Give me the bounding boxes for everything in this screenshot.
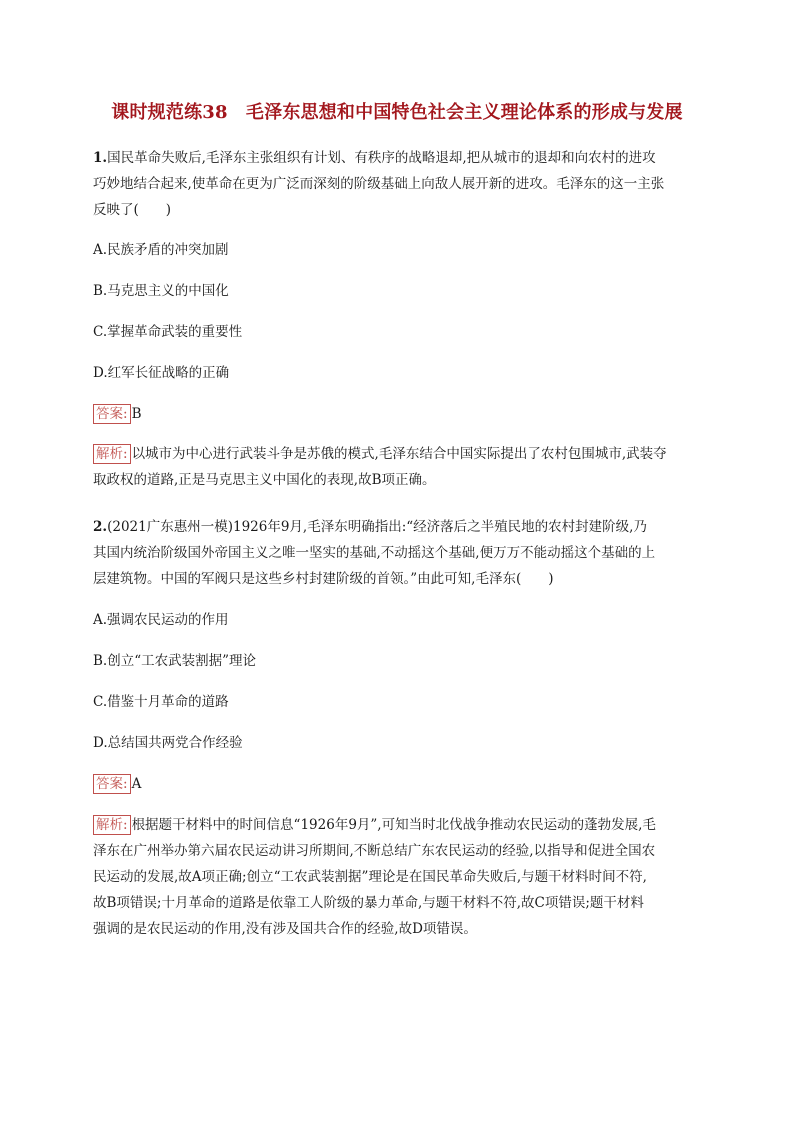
question-2-line-1: 2.(2021广东惠州一模)1926年9月,毛泽东明确指出:“经济落后之半殖民地的农村封建阶级,乃 <box>93 519 647 535</box>
question-2-analysis-line-2: 泽东在广州举办第六届农民运动讲习所期间,不断总结广东农民运动的经验,以指导和促进全国农 <box>93 843 656 859</box>
analysis-label-tag: 解析: <box>93 444 131 464</box>
answer-label-tag: 答案: <box>93 774 131 794</box>
question-1-analysis <box>93 441 705 493</box>
question-1-number: 1. <box>93 150 108 166</box>
question-2-analysis-line-1: 解析: 根据题干材料中的时间信息“1926年9月”,可知当时北伐战争推动农民运动的蓬勃发展,毛 <box>93 812 705 838</box>
question-2-option-d: D.总结国共两党合作经验 <box>93 735 243 751</box>
question-2-option-a: A.强调农民运动的作用 <box>93 612 229 628</box>
question-1-line-3: 反映了( ) <box>93 202 172 218</box>
question-2-line-3: 层建筑物。中国的军阀只是这些乡村封建阶级的首领。”由此可知,毛泽东( ) <box>93 571 554 587</box>
question-1-analysis-line-1: 解析: 以城市为中心进行武装斗争是苏俄的模式,毛泽东结合中国实际提出了农村包围城市,武装夺 <box>93 441 705 467</box>
question-1-stem <box>93 145 705 223</box>
question-1-line-2: 巧妙地结合起来,使革命在更为广泛而深刻的阶级基础上向敌人展开新的进攻。毛泽东的这一主张 <box>93 176 665 192</box>
question-2-stem <box>93 514 705 592</box>
answer-label-tag: 答案: <box>93 404 131 424</box>
question-2-number: 2. <box>93 519 108 535</box>
question-2-analysis <box>93 812 705 942</box>
question-1-analysis-line-2: 取政权的道路,正是马克思主义中国化的表现,故B项正确。 <box>93 472 436 488</box>
question-2-answer-value: A <box>131 776 142 792</box>
question-1-option-b: B.马克思主义的中国化 <box>93 283 229 299</box>
question-2-analysis-line-3: 民运动的发展,故A项正确;创立“工农武装割据”理论是在国民革命失败后,与题干材料时间不符, <box>93 869 647 885</box>
page-title: 课时规范练38 毛泽东思想和中国特色社会主义理论体系的形成与发展 <box>111 102 683 123</box>
question-1-answer-value: B <box>131 406 142 422</box>
analysis-label-tag: 解析: <box>93 815 131 835</box>
question-1-option-c: C.掌握革命武装的重要性 <box>93 324 243 340</box>
question-2-option-b: B.创立“工农武装割据”理论 <box>93 653 257 669</box>
question-2-option-c: C.借鉴十月革命的道路 <box>93 694 229 710</box>
question-2-analysis-line-5: 强调的是农民运动的作用,没有涉及国共合作的经验,故D项错误。 <box>93 921 477 937</box>
question-2-analysis-line-4: 故B项错误;十月革命的道路是依靠工人阶级的暴力革命,与题干材料不符,故C项错误;题干材料 <box>93 895 644 911</box>
question-1-option-a: A.民族矛盾的冲突加剧 <box>93 242 229 258</box>
question-1-line-1: 1.国民革命失败后,毛泽东主张组织有计划、有秩序的战略退却,把从城市的退却和向农村的进攻 <box>93 150 656 166</box>
question-2-answer <box>93 774 141 794</box>
question-1-answer <box>93 404 141 424</box>
question-1-option-d: D.红军长征战略的正确 <box>93 365 230 381</box>
question-2-line-2: 其国内统治阶级国外帝国主义之唯一坚实的基础,不动摇这个基础,便万万不能动摇这个基础的上 <box>93 545 656 561</box>
